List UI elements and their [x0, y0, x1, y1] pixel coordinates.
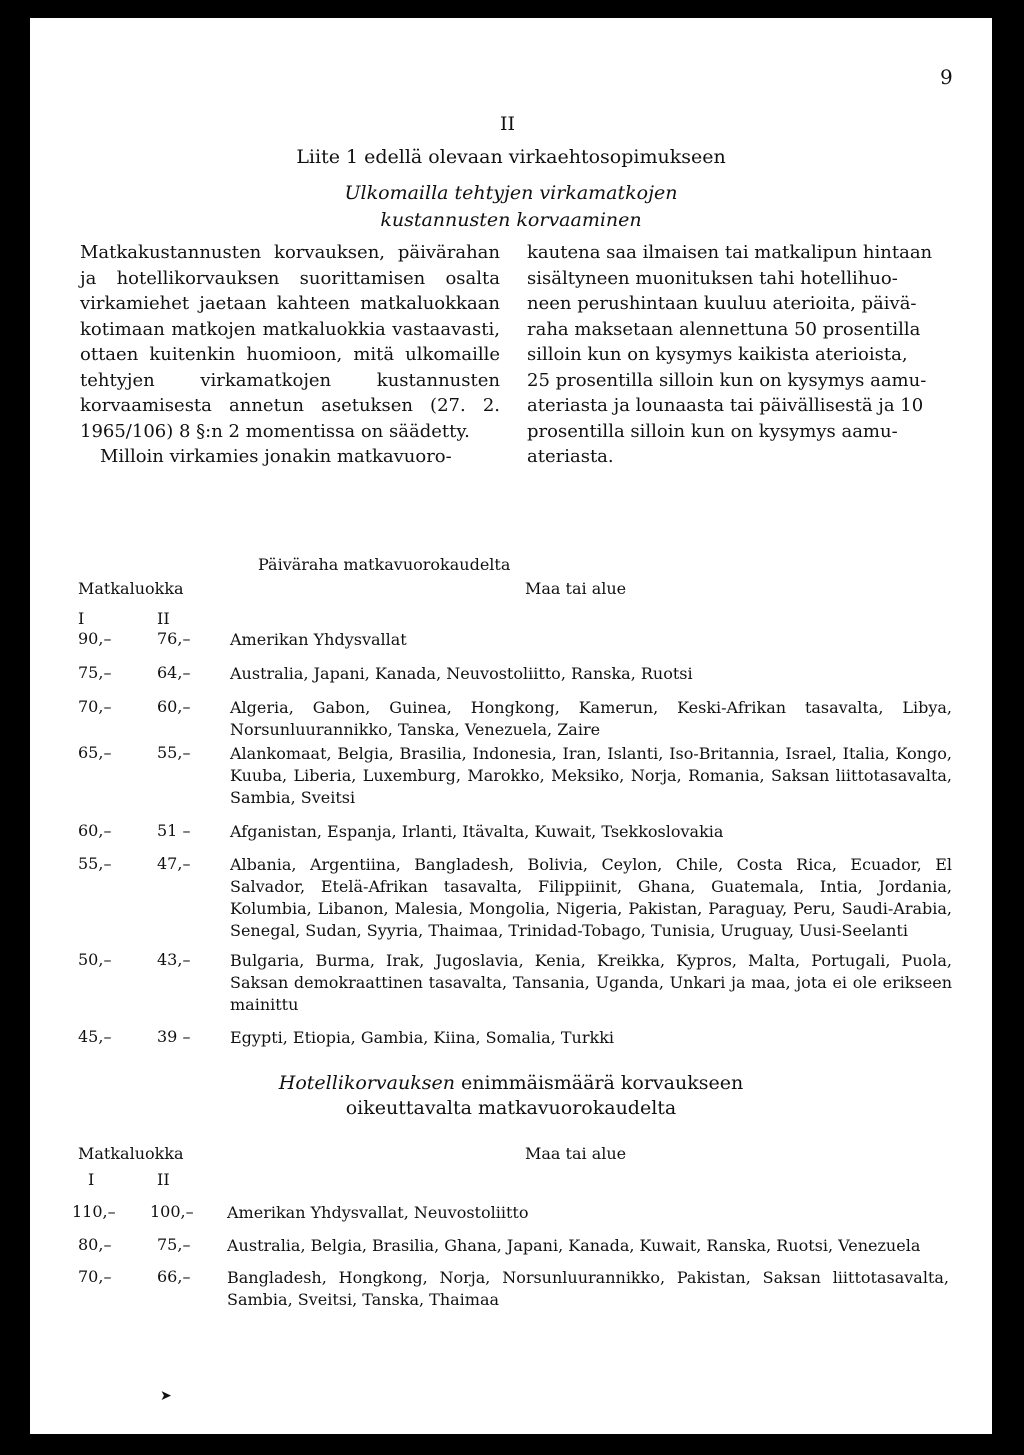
class-i-value: 70,– — [78, 1267, 112, 1286]
class-i-value: 75,– — [78, 663, 112, 682]
class-i-value: 70,– — [78, 697, 112, 716]
country-list: Australia, Belgia, Brasilia, Ghana, Japani, Kanada, Kuwait, Ranska, Ruotsi, Venezuela — [227, 1236, 921, 1255]
class-ii-value: 55,– — [157, 743, 191, 762]
section-number: II — [500, 113, 516, 135]
text-line: raha maksetaan alennettuna 50 prosentilla — [527, 318, 921, 340]
document-page — [30, 18, 992, 1434]
country-list: Australia, Japani, Kanada, Neuvostoliitto, Ranska, Ruotsi — [230, 664, 693, 683]
class-ii-value: 76,– — [157, 629, 191, 648]
text-line: silloin kun on kysymys kaikista aterioista, — [527, 344, 908, 365]
class-i-value: 60,– — [78, 821, 112, 840]
table1-area-header: Maa tai alue — [525, 579, 627, 598]
text-line: kautena saa ilmaisen tai matkalipun hintaan — [527, 242, 933, 263]
print-mark-icon: ➤ — [160, 1388, 172, 1404]
class-ii-value: 47,– — [157, 854, 191, 873]
class-ii-value: 43,– — [157, 950, 191, 969]
class-ii-value: 39 – — [157, 1027, 191, 1046]
class-ii-value: 100,– — [150, 1202, 194, 1221]
text-line: ateriasta. — [527, 446, 614, 467]
table2-title-line2: oikeuttavalta matkavuorokaudelta — [345, 1097, 677, 1119]
country-list: Amerikan Yhdysvallat, Neuvostoliitto — [227, 1203, 529, 1222]
right-text-column — [527, 240, 951, 470]
country-list: Algeria, Gabon, Guinea, Hongkong, Kamerun, Keski-Afrikan tasavalta, Libya, Norsunluurannikko, Tanska, Venezuela, Zaire — [230, 698, 952, 739]
table1-class-ii: II — [157, 609, 170, 628]
table2-area-header: Maa tai alue — [525, 1144, 627, 1163]
table2-title — [30, 1071, 992, 1121]
class-i-value: 65,– — [78, 743, 112, 762]
table2-class-ii: II — [157, 1170, 170, 1189]
class-ii-value: 64,– — [157, 663, 191, 682]
left-text-column — [80, 240, 500, 470]
class-i-value: 55,– — [78, 854, 112, 873]
subtitle-line: kustannusten korvaaminen — [380, 209, 642, 231]
table2-title-rest: enimmäismäärä korvaukseen — [454, 1072, 744, 1094]
class-i-value: 90,– — [78, 629, 112, 648]
class-ii-value: 75,– — [157, 1235, 191, 1254]
class-ii-value: 66,– — [157, 1267, 191, 1286]
country-list: Albania, Argentiina, Bangladesh, Bolivia, Ceylon, Chile, Costa Rica, Ecuador, El Salvador, Etelä-Afrikan tasavalta, Filippiinit, Ghana, Guatemala, Intia, Jordania, Kolumbia, Libanon, Malesia, Mongolia, Nigeria, Pakistan, Paraguay, Peru, Saudi-Arabia, Senegal, Sudan, Syyria, Thaimaa, Trinidad-Tobago, Tunisia, Uruguay, Uusi-Seelanti — [230, 855, 952, 940]
text-line: neen perushintaan kuuluu aterioita, päivä- — [527, 293, 917, 314]
text-line: prosentilla silloin kun on kysymys aamu- — [527, 420, 898, 442]
table2-class-header: Matkaluokka — [78, 1144, 184, 1163]
table1-caption: Päiväraha matkavuorokaudelta — [258, 555, 511, 574]
table1-class-i: I — [78, 609, 85, 628]
text-line: 25 prosentilla silloin kun on kysymys aamu- — [527, 369, 927, 391]
class-ii-value: 60,– — [157, 697, 191, 716]
table2-title-italic: Hotellikorvauksen — [278, 1072, 455, 1094]
document-title: Liite 1 edellä olevaan virkaehtosopimukseen — [296, 146, 726, 168]
class-i-value: 80,– — [78, 1235, 112, 1254]
class-i-value: 50,– — [78, 950, 112, 969]
text-line: sisältyneen muonituksen tahi hotellihuo- — [527, 267, 898, 289]
text-line: ateriasta ja lounaasta tai päivällisestä ja 10 — [527, 395, 924, 416]
subtitle-line: Ulkomailla tehtyjen virkamatkojen — [344, 182, 678, 204]
table2-class-i: I — [88, 1170, 95, 1189]
page-number: 9 — [940, 65, 953, 89]
country-list: Alankomaat, Belgia, Brasilia, Indonesia, Iran, Islanti, Iso-Britannia, Israel, Italia, Kongo, Kuuba, Liberia, Luxemburg, Marokko, Meksiko, Norja, Romania, Saksan liittotasavalta, Sambia, Sveitsi — [230, 744, 952, 807]
table1-class-header: Matkaluokka — [78, 579, 184, 598]
country-list: Egypti, Etiopia, Gambia, Kiina, Somalia, Turkki — [230, 1028, 614, 1047]
class-i-value: 110,– — [72, 1202, 116, 1221]
class-ii-value: 51 – — [157, 821, 191, 840]
country-list: Bangladesh, Hongkong, Norja, Norsunluurannikko, Pakistan, Saksan liittotasavalta, Sambia, Sveitsi, Tanska, Thaimaa — [227, 1268, 949, 1309]
paragraph: Milloin virkamies jonakin matkavuoro- — [100, 446, 452, 467]
paragraph: Matkakustannusten korvauksen, päivärahan ja hotellikorvauksen suorittamisen osalta virkamiehet jaetaan kahteen matkaluokkaan kotimaan matkojen matkaluokkia vastaavasti, ottaen kuitenkin huomioon, mitä ulkomaille tehtyjen virkamatkojen kustannusten korvaamisesta annetun asetuksen (27. 2. 1965/106) 8 §:n 2 momentissa on säädetty. — [80, 242, 500, 442]
class-i-value: 45,– — [78, 1027, 112, 1046]
document-subtitle — [30, 180, 992, 234]
country-list: Afganistan, Espanja, Irlanti, Itävalta, Kuwait, Tsekkoslovakia — [230, 822, 724, 841]
country-list: Bulgaria, Burma, Irak, Jugoslavia, Kenia, Kreikka, Kypros, Malta, Portugali, Puola, Saksan demokraattinen tasavalta, Tansania, Uganda, Unkari ja maa, jota ei ole erikseen mainittu — [230, 951, 952, 1014]
country-list: Amerikan Yhdysvallat — [230, 630, 407, 649]
